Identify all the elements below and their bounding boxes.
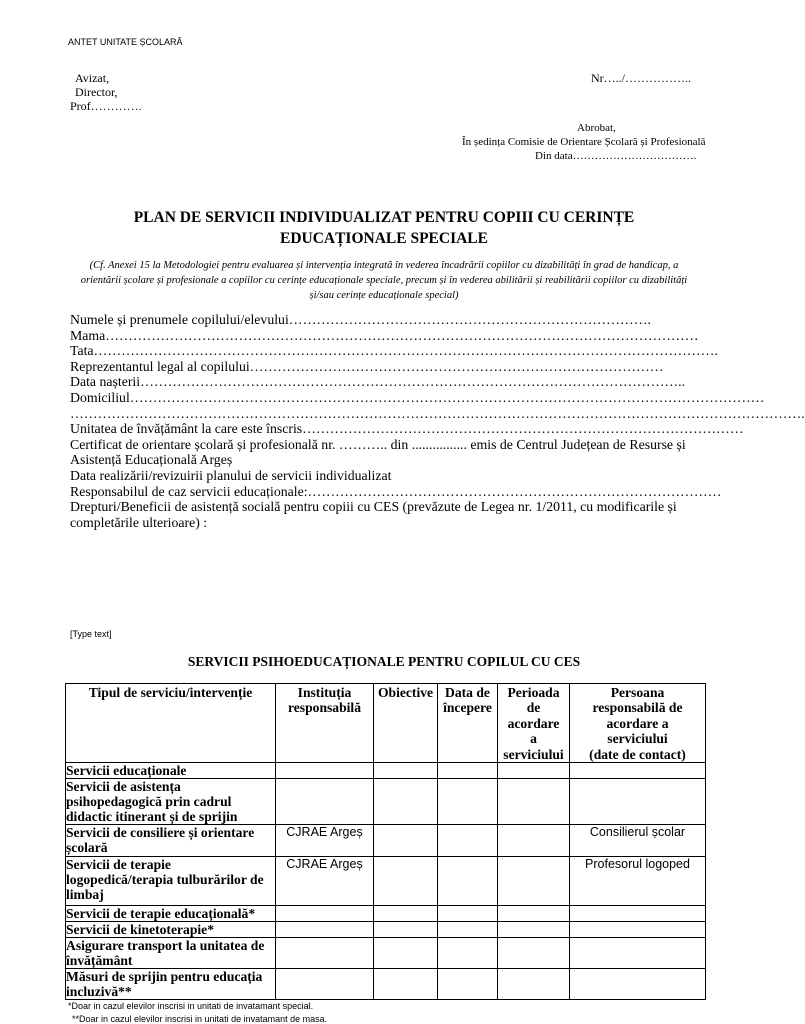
cell-start-date — [438, 938, 498, 969]
cell-objectives — [374, 763, 438, 779]
director-label: Director, — [75, 85, 118, 99]
cell-institution: CJRAE Argeș — [276, 857, 374, 906]
cell-objectives — [374, 825, 438, 857]
table-header-row — [66, 684, 706, 763]
cell-service: Servicii de asistența psihopedagogică prin cadrul didactic itinerant și de sprijin — [66, 779, 276, 825]
cell-service: Servicii de terapie logopedică/terapia tulburărilor de limbaj — [66, 857, 276, 906]
legal-reference-note-line-2: orientării școlare și profesionale a copiilor cu cerințe educaționale speciale, precum și în vederea abilitării și reabilitării copiilor cu dizabilități — [80, 275, 688, 286]
cell-responsible — [570, 763, 706, 779]
form-field-child-name: Numele și prenumele copilului/elevului……………………………………………………………………. — [70, 312, 651, 327]
header-start-date: Data de începere — [438, 684, 498, 763]
cell-responsible — [570, 969, 706, 1000]
form-field-certificate-continued: Asistență Educațională Argeș — [70, 452, 233, 468]
cell-objectives — [374, 922, 438, 938]
cell-service: Servicii de terapie educațională* — [66, 906, 276, 922]
cell-institution: CJRAE Argeș — [276, 825, 374, 857]
legal-reference-note-line-1: (Cf. Anexei 15 la Metodologiei pentru evaluarea și intervenția integrată în vederea încadrării copiilor cu dizabilități în grad de handicap, a — [89, 260, 679, 271]
cell-responsible — [570, 779, 706, 825]
cell-start-date — [438, 969, 498, 1000]
form-field-certificate: Certificat de orientare școlară și profesională nr. ……….. din ................ emis de Centrul Județean de Resurse și — [70, 436, 686, 452]
form-field-plan-date: Data realizării/revizuirii planului de servicii individualizat — [70, 467, 392, 483]
cell-objectives — [374, 938, 438, 969]
cell-objectives — [374, 857, 438, 906]
cell-responsible — [570, 922, 706, 938]
form-field-case-manager: Responsabilul de caz servicii educaționale:……………………………………………………………………………… — [70, 483, 722, 499]
table-row — [66, 938, 706, 969]
cell-period — [498, 938, 570, 969]
cell-period — [498, 857, 570, 906]
cell-institution — [276, 779, 374, 825]
services-section-title: SERVICII PSIHOEDUCAȚIONALE PENTRU COPILUL CU CES — [187, 654, 581, 669]
approved-label: Abrobat, — [577, 122, 616, 134]
type-text-placeholder: [Type text] — [70, 629, 112, 639]
school-header-placeholder: ANTET UNITATE ȘCOLARĂ — [68, 37, 183, 47]
cell-period — [498, 906, 570, 922]
avizat-label: Avizat, — [75, 71, 110, 85]
registration-number-line: Nr…../…………….. — [591, 71, 691, 85]
form-field-address: Domiciliul………………………………………………………………………………………………………………………… — [70, 389, 765, 405]
form-field-father: Tata………………………………………………………………………………………………………………………. — [70, 343, 718, 359]
footnote-1: *Doar in cazul elevilor inscrisi in unitati de invatamant special. — [68, 1001, 314, 1011]
cell-start-date — [438, 857, 498, 906]
cell-period — [498, 969, 570, 1000]
header-service-type: Tipul de serviciu/intervenție — [66, 684, 276, 763]
prof-signature-line: Prof…………. — [70, 99, 142, 113]
cell-objectives — [374, 779, 438, 825]
table-row — [66, 825, 706, 857]
form-field-social-benefits: Drepturi/Beneficii de asistență socială pentru copiii cu CES (prevăzute de Legea nr. 1/2011, cu modificarile și — [70, 499, 677, 515]
cell-start-date — [438, 779, 498, 825]
cell-responsible — [570, 906, 706, 922]
commission-meeting-line: În ședința Comisie de Orientare Școlară și Profesională — [462, 136, 706, 148]
cell-responsible: Profesorul logoped — [570, 857, 706, 906]
header-responsible-person: Persoana responsabilă de acordare a serviciului (date de contact) — [570, 684, 706, 763]
form-field-school: Unitatea de învățământ la care este înscris…………………………………………………………………………………… — [70, 421, 744, 437]
approval-date-line: Din data……………………………. — [535, 150, 697, 162]
legal-reference-note-line-3: și/sau cerințe educaționale special) — [309, 290, 459, 301]
cell-institution — [276, 969, 374, 1000]
cell-institution — [276, 906, 374, 922]
cell-start-date — [438, 922, 498, 938]
cell-service: Asigurare transport la unitatea de învățământ — [66, 938, 276, 969]
header-objectives: Obiective — [374, 684, 438, 763]
table-row — [66, 969, 706, 1000]
table-row — [66, 763, 706, 779]
header-institution: Instituția responsabilă — [276, 684, 374, 763]
cell-institution — [276, 922, 374, 938]
cell-institution — [276, 763, 374, 779]
table-row — [66, 779, 706, 825]
document-title-line-2: EDUCAȚIONALE SPECIALE — [279, 230, 488, 247]
table-row — [66, 906, 706, 922]
cell-objectives — [374, 906, 438, 922]
table-row — [66, 922, 706, 938]
services-table — [65, 683, 706, 1000]
cell-period — [498, 922, 570, 938]
cell-start-date — [438, 825, 498, 857]
cell-service: Servicii educaționale — [66, 763, 276, 779]
cell-service: Măsuri de sprijin pentru educația incluzivă** — [66, 969, 276, 1000]
cell-service: Servicii de kinetoterapie* — [66, 922, 276, 938]
table-row — [66, 857, 706, 906]
student-info-form — [70, 312, 805, 530]
cell-service: Servicii de consiliere și orientare școlară — [66, 825, 276, 857]
cell-period — [498, 825, 570, 857]
form-field-birth-date: Data nașterii……………………………………………………………………………………………………….. — [70, 374, 686, 390]
cell-start-date — [438, 906, 498, 922]
cell-responsible: Consilierul școlar — [570, 825, 706, 857]
form-field-social-benefits-continued: completările ulterioare) : — [70, 514, 208, 530]
footnote-2: **Doar in cazul elevilor inscrisi in unitati de invatamant de masa. — [72, 1014, 328, 1024]
cell-objectives — [374, 969, 438, 1000]
cell-responsible — [570, 938, 706, 969]
form-field-legal-representative: Reprezentantul legal al copilului……………………………………………………………………………… — [70, 358, 664, 374]
cell-period — [498, 763, 570, 779]
cell-period — [498, 779, 570, 825]
document-title-line-1: PLAN DE SERVICII INDIVIDUALIZAT PENTRU COPIII CU CERINȚE — [133, 209, 635, 226]
form-field-mother: Mama………………………………………………………………………………………………………………… — [70, 327, 699, 343]
form-field-address-continued: ……………………………………………………………………………………………………………………………………………. — [70, 405, 805, 421]
cell-start-date — [438, 763, 498, 779]
header-period: Perioada de acordare a serviciului — [498, 684, 570, 763]
cell-institution — [276, 938, 374, 969]
